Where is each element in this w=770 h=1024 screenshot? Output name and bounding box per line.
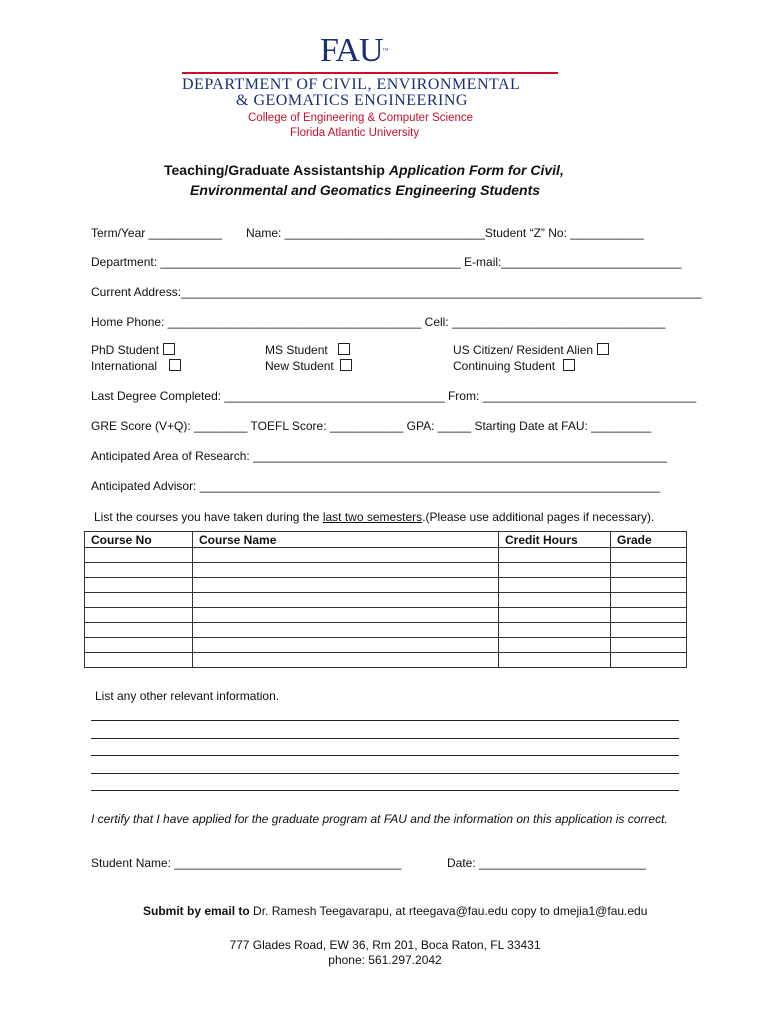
table-cell[interactable] [85, 548, 193, 563]
table-row [85, 608, 687, 623]
instruction-pre: List the courses you have taken during the [94, 510, 323, 524]
table-cell[interactable] [611, 623, 687, 638]
table-cell[interactable] [499, 623, 611, 638]
student-name-field[interactable]: Student Name: __________________________________ [91, 856, 402, 870]
table-cell[interactable] [499, 638, 611, 653]
header-divider [182, 72, 558, 74]
courses-table [84, 531, 687, 668]
other-info-label: List any other relevant information. [95, 689, 280, 703]
table-cell[interactable] [499, 548, 611, 563]
table-cell[interactable] [193, 548, 499, 563]
term-year-field[interactable]: Term/Year ___________ [91, 226, 222, 240]
submit-rest: Dr. Ramesh Teegavarapu, at rteegava@fau.edu copy to dmejia1@fau.edu [249, 904, 648, 918]
submit-instructions [143, 904, 647, 918]
certification-statement: I certify that I have applied for the graduate program at FAU and the information on this application is correct. [91, 812, 668, 826]
table-cell[interactable] [611, 548, 687, 563]
continuing-student-label: Continuing Student [453, 359, 556, 373]
table-cell[interactable] [611, 593, 687, 608]
header-credit-hours: Credit Hours [499, 532, 611, 548]
header-course-no: Course No [85, 532, 193, 548]
college-name: College of Engineering & Computer Science [248, 112, 474, 124]
new-student-label: New Student [265, 359, 334, 373]
table-cell[interactable] [193, 608, 499, 623]
table-cell[interactable] [499, 593, 611, 608]
table-cell[interactable] [85, 638, 193, 653]
other-info-line-3[interactable] [91, 755, 679, 756]
table-row [85, 578, 687, 593]
course-rows [85, 548, 687, 668]
department-email-field[interactable]: Department: _____________________________________________ E-mail:___________________________ [91, 255, 682, 269]
table-cell[interactable] [611, 578, 687, 593]
other-info-line-5[interactable] [91, 790, 679, 791]
courses-instruction [94, 510, 654, 524]
logo-text: FAU [320, 32, 383, 69]
table-header-row [85, 532, 687, 548]
international-checkbox[interactable] [169, 359, 181, 371]
new-student-option[interactable] [265, 359, 352, 373]
table-cell[interactable] [85, 593, 193, 608]
table-row [85, 638, 687, 653]
table-cell[interactable] [499, 608, 611, 623]
dept-name-line2: & GEOMATICS ENGINEERING [236, 92, 468, 109]
table-cell[interactable] [193, 638, 499, 653]
home-phone-cell-field[interactable]: Home Phone: ______________________________________ Cell: ________________________________ [91, 315, 666, 329]
form-title-line2: Environmental and Geomatics Engineering Students [190, 182, 541, 198]
table-cell[interactable] [85, 623, 193, 638]
title-italic: Application Form for Civil, [388, 162, 564, 178]
ms-student-option[interactable] [265, 343, 350, 357]
table-cell[interactable] [611, 563, 687, 578]
table-cell[interactable] [611, 653, 687, 668]
other-info-line-1[interactable] [91, 720, 679, 721]
table-row [85, 653, 687, 668]
name-znumber-field[interactable]: Name: ______________________________Student “Z” No: ___________ [246, 226, 644, 240]
table-row [85, 623, 687, 638]
address-line1: 777 Glades Road, EW 36, Rm 201, Boca Raton, FL 33431 [229, 938, 541, 952]
ms-student-label: MS Student [265, 343, 328, 357]
international-option[interactable] [91, 359, 181, 373]
table-cell[interactable] [193, 653, 499, 668]
us-citizen-option[interactable] [453, 343, 609, 357]
dept-name-line1: DEPARTMENT OF CIVIL, ENVIRONMENTAL [182, 76, 521, 93]
other-info-line-2[interactable] [91, 738, 679, 739]
address-line2: phone: 561.297.2042 [328, 953, 442, 967]
advisor-field[interactable]: Anticipated Advisor: _____________________________________________________________________ [91, 479, 661, 493]
table-cell[interactable] [611, 638, 687, 653]
instruction-post: .(Please use additional pages if necessary). [422, 510, 655, 524]
table-cell[interactable] [193, 578, 499, 593]
us-citizen-checkbox[interactable] [597, 343, 609, 355]
table-cell[interactable] [499, 578, 611, 593]
fau-logo: FAU™ [320, 32, 389, 69]
continuing-student-checkbox[interactable] [563, 359, 575, 371]
table-cell[interactable] [611, 608, 687, 623]
header-grade: Grade [611, 532, 687, 548]
phd-student-option[interactable] [91, 343, 175, 357]
header-course-name: Course Name [193, 532, 499, 548]
ms-student-checkbox[interactable] [338, 343, 350, 355]
table-cell[interactable] [499, 563, 611, 578]
table-row [85, 563, 687, 578]
title-bold: Teaching/Graduate Assistantship [164, 162, 389, 178]
table-cell[interactable] [85, 653, 193, 668]
table-cell[interactable] [85, 563, 193, 578]
phd-student-label: PhD Student [91, 343, 160, 357]
us-citizen-label: US Citizen/ Resident Alien [453, 343, 594, 357]
table-cell[interactable] [85, 608, 193, 623]
continuing-student-option[interactable] [453, 359, 575, 373]
phd-student-checkbox[interactable] [163, 343, 175, 355]
instruction-underlined: last two semesters [322, 510, 423, 524]
research-area-field[interactable]: Anticipated Area of Research: ______________________________________________________________ [91, 449, 667, 463]
other-info-line-4[interactable] [91, 773, 679, 774]
table-cell[interactable] [193, 623, 499, 638]
university-name: Florida Atlantic University [290, 127, 420, 139]
submit-bold: Submit by email to [143, 904, 250, 918]
table-cell[interactable] [193, 563, 499, 578]
new-student-checkbox[interactable] [340, 359, 352, 371]
form-title-line1 [164, 162, 564, 178]
table-row [85, 548, 687, 563]
scores-field[interactable]: GRE Score (V+Q): ________ TOEFL Score: ___________ GPA: _____ Starting Date at FAU: _________ [91, 419, 652, 433]
international-label: International [91, 359, 158, 373]
table-cell[interactable] [193, 593, 499, 608]
table-cell[interactable] [85, 578, 193, 593]
table-cell[interactable] [499, 653, 611, 668]
table-row [85, 593, 687, 608]
last-degree-field[interactable]: Last Degree Completed: _________________________________ From: ________________________________ [91, 389, 697, 403]
date-field[interactable]: Date: _________________________ [447, 856, 646, 870]
current-address-field[interactable]: Current Address:______________________________________________________________________________ [91, 285, 702, 299]
